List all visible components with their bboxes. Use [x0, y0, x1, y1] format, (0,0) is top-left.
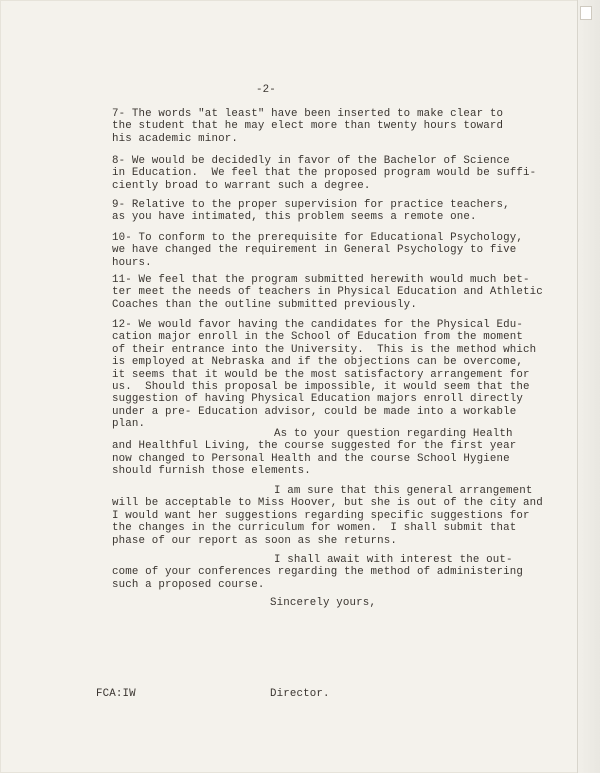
text-line: 8- We would be decidedly in favor of the Bachelor of Science — [112, 155, 510, 167]
text-line: of their entrance into the University. This is the method which — [112, 343, 537, 356]
text-line: his academic minor. — [112, 132, 238, 145]
text-line: cation major enroll in the School of Education from the moment — [112, 331, 524, 344]
typist-initials: FCA:IW — [96, 688, 136, 700]
text-line: us. Should this proposal be impossible, it would seem that the — [112, 381, 530, 394]
text-line: 12- We would favor having the candidates for the Physical Edu- — [112, 319, 524, 331]
paragraph-12 — [112, 319, 536, 431]
text-line: the student that he may elect more than twenty hours toward — [112, 120, 504, 133]
text-line: Coaches than the outline submitted previously. — [112, 298, 417, 311]
text-line: it seems that it would be the most satisfactory arrangement for — [112, 368, 530, 381]
text-line: such a proposed course. — [112, 578, 265, 591]
text-line: phase of our report as soon as she returns. — [112, 534, 398, 547]
paragraph-miss-hoover — [112, 485, 543, 547]
closing-text: Sincerely yours, — [270, 597, 377, 609]
text-line: 7- The words "at least" have been inserted to make clear to — [112, 108, 504, 120]
text-line: as you have intimated, this problem seems a remote one. — [112, 211, 477, 224]
closing — [270, 597, 376, 609]
paragraph-8 — [112, 155, 536, 192]
text-line: will be acceptable to Miss Hoover, but she is out of the city and — [112, 497, 543, 510]
page-edge — [577, 0, 600, 773]
text-line: now changed to Personal Health and the course School Hygiene — [112, 452, 510, 465]
corner-tab — [580, 6, 592, 20]
signature-title: Director. — [270, 688, 330, 700]
text-line: under a pre- Education advisor, could be made into a workable — [112, 405, 517, 418]
text-line: 10- To conform to the prerequisite for Educational Psychology, — [112, 232, 524, 244]
page-number: -2- — [256, 84, 276, 96]
text-line: come of your conferences regarding the method of administering — [112, 566, 524, 579]
text-line: I am sure that this general arrangement — [274, 485, 533, 497]
text-line: and Healthful Living, the course suggested for the first year — [112, 440, 517, 453]
text-line: hours. — [112, 256, 152, 269]
text-line: in Education. We feel that the proposed program would be suffi- — [112, 167, 537, 180]
text-line: As to your question regarding Health — [274, 428, 513, 440]
paragraph-health — [112, 428, 516, 478]
text-line: suggestion of having Physical Education majors enroll directly — [112, 393, 524, 406]
text-line: is employed at Nebraska and if the objections can be overcome, — [112, 356, 524, 369]
paragraph-7 — [112, 108, 503, 145]
text-line: we have changed the requirement in General Psychology to five — [112, 244, 517, 257]
text-line: 11- We feel that the program submitted herewith would much bet- — [112, 274, 530, 286]
paragraph-await — [112, 554, 523, 591]
paragraph-11 — [112, 274, 543, 311]
paragraph-9 — [112, 199, 510, 224]
text-line: I shall await with interest the out- — [274, 554, 513, 566]
text-line: ter meet the needs of teachers in Physical Education and Athletic — [112, 286, 543, 299]
text-line: ciently broad to warrant such a degree. — [112, 179, 371, 192]
text-line: plan. — [112, 418, 146, 431]
text-line: should furnish those elements. — [112, 465, 311, 478]
text-line: 9- Relative to the proper supervision for practice teachers, — [112, 199, 510, 211]
paragraph-10 — [112, 232, 523, 269]
text-line: I would want her suggestions regarding specific suggestions for — [112, 509, 530, 522]
text-line: the changes in the curriculum for women. I shall submit that — [112, 522, 517, 535]
